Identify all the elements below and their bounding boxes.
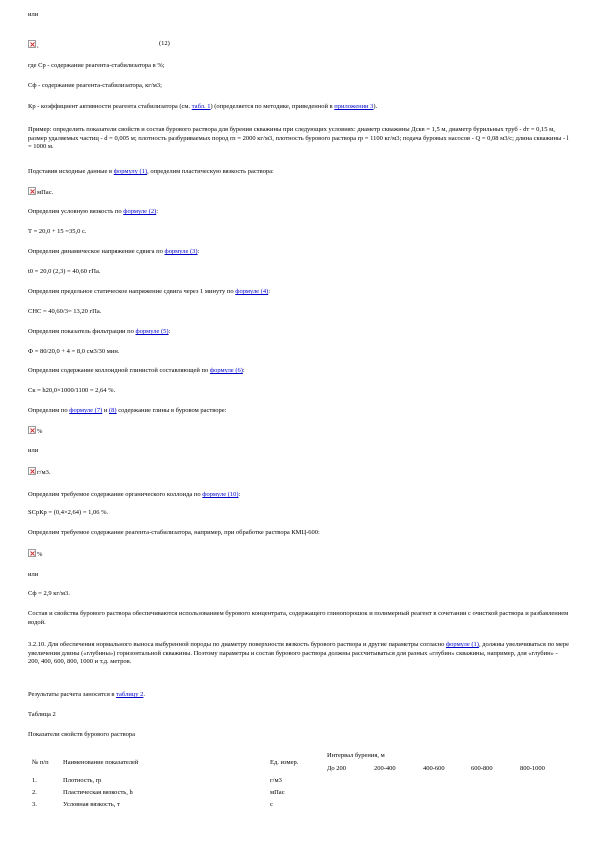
text-span: Определим требуемое содержание органического коллоида по [28,491,201,498]
text-span: , определим пластическую вязкость раствора: [147,168,274,175]
row-unit: г/м3 [270,777,282,784]
text-span: : [168,328,171,335]
text-span: Результаты расчета заносятся в [28,691,115,698]
header-interval-1: До 200 [327,765,347,772]
text-span: . [143,691,146,698]
broken-image-icon [28,549,36,557]
broken-image-icon [28,426,36,434]
text-span: ) (определяется по методике, приведенной в [210,103,333,110]
text-line [28,288,270,296]
formula-line [28,426,42,436]
text-span: Кр - коэффициент активности реагента стабилизатора (см. [28,103,191,110]
broken-image-icon [28,40,36,48]
formula-line [28,187,53,197]
link-formula-1[interactable]: формуле (1) [445,641,479,648]
text-span: : [197,248,200,255]
text-line: СНС = 40,60/3= 13,20 гПа. [28,308,102,315]
text-line: SСрКр = (0,4×2,64) = 1,06 %. [28,509,109,516]
text-line: или [28,11,39,18]
text-line [28,367,245,375]
header-interval-3: 400-600 [423,765,445,772]
row-unit: с [270,801,273,808]
example-paragraph: Пример: определить показатели свойств и состав бурового раствора для бурения скважины при следующих условиях: диаметр скважины Дскв = 1,5 м, диаметр бурильных труб - dт = 0,15 м, размер удаляемых частиц - d = 0,005 м; плотность разбуриваемых пород rп = 2000 кг/м3, плотность бурового раствора rр = 1100 кг/м3; подача буровых насосов - Q = 0,08 м3/с; длина скважины - l = 1000 м. [28,126,569,150]
text-span: : [242,367,245,374]
text-line: t0 = 20,0 (2,3) = 40,60 гПа. [28,268,101,275]
link-formula-10[interactable]: формуле (10) [202,491,239,498]
link-formula-3[interactable]: формуле (3) [164,248,198,255]
table-title: Показатели свойств бурового раствора [28,731,136,738]
row-unit: мПас [270,789,285,796]
link-formula-7[interactable]: формуле (7) [69,407,103,414]
text-span: и [103,407,108,414]
text-span: Определим содержание коллоидной глинистой составляющей по [28,367,209,374]
text-line [28,103,377,111]
text-line [28,407,226,415]
header-interval: Интервал бурения, м [327,752,385,759]
header-interval-4: 600-800 [471,765,493,772]
header-num: № п/п [32,759,49,766]
table-caption: Таблица 2 [28,711,56,718]
broken-image-icon [28,467,36,475]
text-line: Сф - содержание реагента-стабилизатора, кг/м3; [28,82,162,89]
link-formula-2[interactable]: формуле (2) [123,208,157,215]
text-span: 3.2.10. Для обеспечения нормального выноса выбуренной породы по диаметру поверхности вязкость бурового раствора и другие параметры согласно [28,641,445,648]
row-num: 3. [32,801,37,808]
row-num: 2. [32,789,37,796]
row-num: 1. [32,777,37,784]
formula-number: (12) [159,40,170,47]
text-line: Т = 20,0 + 15 =35,0 с. [28,228,87,235]
text-span: мПас. [37,189,54,196]
link-formula-1[interactable]: формулу (1) [113,168,148,175]
link-appendix-3[interactable]: приложении 3 [334,103,374,110]
header-interval-2: 200-400 [374,765,396,772]
link-formula-6[interactable]: формуле (6) [209,367,243,374]
link-table-2[interactable]: таблицу 2 [116,691,144,698]
text-span: Определим условную вязкость по [28,208,122,215]
text-span: Определим показатель фильтрации по [28,328,134,335]
text-span: % [37,551,43,558]
row-name: Плотность, rр [63,777,102,784]
text-span: г/м3. [37,469,51,476]
link-formula-8[interactable]: (8) [109,407,117,414]
text-line [28,248,199,256]
text-span: содержание глины в буровом растворе: [118,407,227,414]
row-name: Пластическая вязкость, h [63,789,133,796]
text-span: : [268,288,271,295]
text-span: , должны увеличиваться по мере увеличения длины («глубины») горизонтальной скважины. Поэтому параметры и состав бурового раствора должны рассчитываться для разных «глубин» скважины, например, для «глубин» - 200, 400, 600, 800, 1000 и т.д. метров. [28,641,570,665]
text-line: Ск = h20,0×1000/1100 = 2,64 %. [28,387,116,394]
text-span: Определим предельное статическое напряжение сдвига через 1 минуту по [28,288,234,295]
text-line [28,491,240,499]
section-paragraph [28,641,570,667]
text-span: Подставив исходные данные в [28,168,113,175]
text-span: : [156,208,159,215]
header-unit: Ед. измер. [270,759,299,766]
text-span: % [37,428,43,435]
header-name: Наименование показателей [63,759,139,766]
formula-line: , (12) [28,40,39,50]
row-name: Условная вязкость, т [63,801,120,808]
text-line: Ф = 80/20,0 + 4 = 8,0 см3/30 мин. [28,348,120,355]
broken-image-icon [28,187,36,195]
text-line [28,328,170,336]
text-span: ). [373,103,378,110]
text-line: или [28,447,39,454]
link-table-1[interactable]: табл. 1 [191,103,211,110]
link-formula-5[interactable]: формуле (5) [135,328,169,335]
text-line: Сф = 2,9 кг/м3. [28,590,70,597]
header-interval-5: 800-1000 [520,765,545,772]
link-formula-4[interactable]: формуле (4) [235,288,269,295]
formula-line [28,467,50,477]
composition-paragraph: Состав и свойства бурового раствора обеспечиваются использованием бурового концентрата, содержащего глинопорошок и полимерный реагент в сочетании с очисткой раствора и разбавлением водой. [28,610,569,626]
text-span: Определим по [28,407,68,414]
text-line [28,208,158,216]
text-line [28,691,145,699]
text-line: где Ср - содержание реагента-стабилизатора в %; [28,62,165,69]
text-span: Определим динамическое напряжение сдвига по [28,248,163,255]
text-span: : [238,491,241,498]
text-line: или [28,571,39,578]
text-line [28,168,274,176]
formula-line [28,549,42,559]
text-line: Определим требуемое содержание реагента-стабилизатора, например, при обработке раствора КМЦ-600: [28,529,320,536]
